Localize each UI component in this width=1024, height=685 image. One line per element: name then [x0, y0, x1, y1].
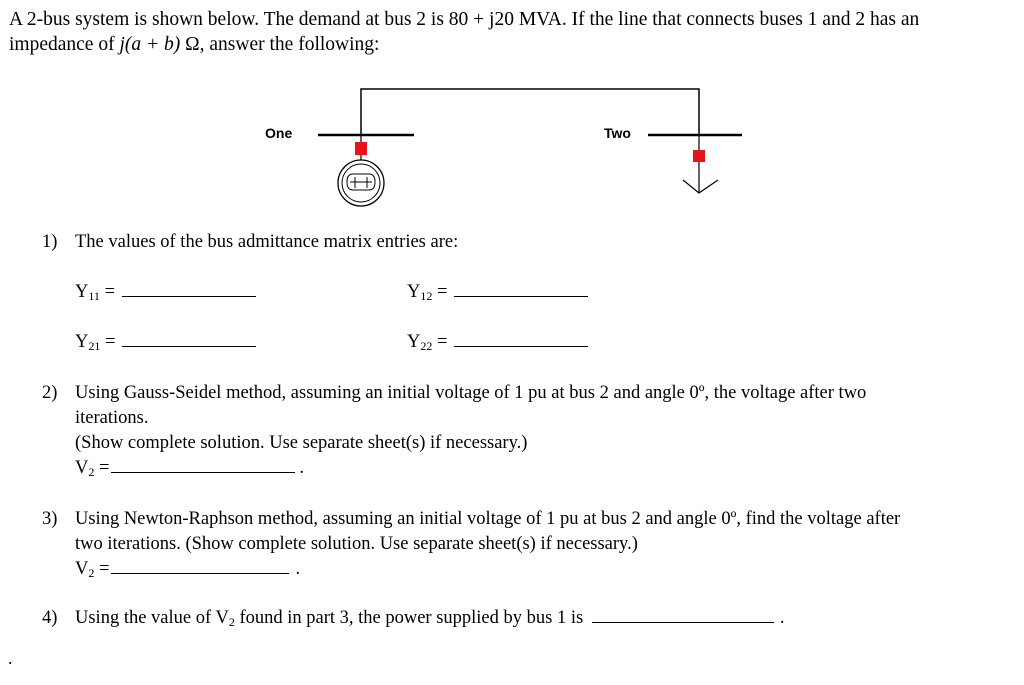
transmission-line [361, 89, 699, 135]
y11-subscript: 11 [88, 289, 100, 303]
question-1 [42, 230, 459, 255]
bus-1-label: One [265, 125, 293, 141]
q2-line-3: (Show complete solution. Use separate sheet(s) if necessary.) [75, 433, 528, 453]
q1-text: The values of the bus admittance matrix entries are: [75, 232, 459, 252]
q4-period: . [779, 608, 785, 628]
q3-line-1: Using Newton-Raphson method, assuming an initial voltage of 1 pu at bus 2 and angle 0º, find the voltage after [75, 509, 901, 529]
impedance-expression: j(a + b) [119, 34, 181, 55]
question-3 [42, 507, 901, 580]
y11-answer-blank[interactable] [122, 282, 256, 297]
y21-answer-blank[interactable] [122, 332, 256, 347]
q4-subscript: 2 [228, 615, 235, 629]
q3-number: 3) [42, 509, 58, 529]
y12-equals: = [432, 282, 448, 302]
v2-equals: = [94, 458, 110, 478]
y21-subscript: 21 [88, 339, 101, 353]
load-arrow-icon [683, 180, 718, 193]
y11-equals: = [99, 282, 115, 302]
q2-body [75, 381, 866, 481]
y11-entry [75, 282, 256, 303]
q1-number: 1) [42, 232, 58, 252]
y12-subscript: 12 [420, 289, 433, 303]
q2-answer [75, 456, 866, 481]
q2-number: 2) [42, 383, 58, 403]
footer-mark: . [8, 648, 13, 668]
question-4 [42, 606, 785, 631]
two-bus-diagram [0, 0, 1024, 230]
q4-body [75, 606, 784, 631]
v2-symbol: V [75, 458, 89, 478]
q2-line-2: iterations. [75, 408, 149, 428]
question-2 [42, 381, 867, 479]
y22-answer-blank[interactable] [454, 332, 588, 347]
q4-number: 4) [42, 608, 58, 628]
y12-symbol: Y [407, 282, 421, 302]
y12-entry [407, 282, 588, 303]
q3-body [75, 507, 900, 582]
bus-2-label: Two [604, 125, 631, 141]
bus-1-breaker [355, 142, 367, 155]
q2-answer-blank[interactable] [111, 458, 295, 473]
q3-line-2: two iterations. (Show complete solution. Use separate sheet(s) if necessary.) [75, 534, 638, 554]
y21-symbol: Y [75, 332, 89, 352]
q3-answer [75, 557, 900, 582]
v2-equals: = [94, 559, 110, 579]
q2-period: . [299, 458, 305, 478]
q3-period: . [295, 559, 301, 579]
q2-line-1: Using Gauss-Seidel method, assuming an initial voltage of 1 pu at bus 2 and angle 0º, the voltage after two [75, 383, 867, 403]
intro-line-2-pre: impedance of [9, 34, 120, 55]
v2-subscript: 2 [88, 465, 95, 479]
intro-line-2-post: Ω, answer the following: [180, 34, 380, 55]
bus-2-breaker [693, 150, 705, 162]
y21-equals: = [100, 332, 116, 352]
y22-entry [407, 332, 588, 353]
y11-symbol: Y [75, 282, 89, 302]
v2-symbol: V [75, 559, 89, 579]
generator-icon [338, 160, 384, 206]
y12-answer-blank[interactable] [454, 282, 588, 297]
v2-subscript: 2 [88, 566, 95, 580]
y22-symbol: Y [407, 332, 421, 352]
y22-equals: = [432, 332, 448, 352]
intro-line-1: A 2-bus system is shown below. The demand at bus 2 is 80 + j20 MVA. If the line that connects buses 1 and 2 has an [9, 9, 920, 30]
y21-entry [75, 332, 256, 353]
q4-text-post: found in part 3, the power supplied by bus 1 is [234, 608, 584, 628]
q4-answer-blank[interactable] [592, 608, 774, 623]
q4-text-pre: Using the value of V [75, 608, 229, 628]
q3-answer-blank[interactable] [111, 559, 289, 574]
y22-subscript: 22 [420, 339, 433, 353]
